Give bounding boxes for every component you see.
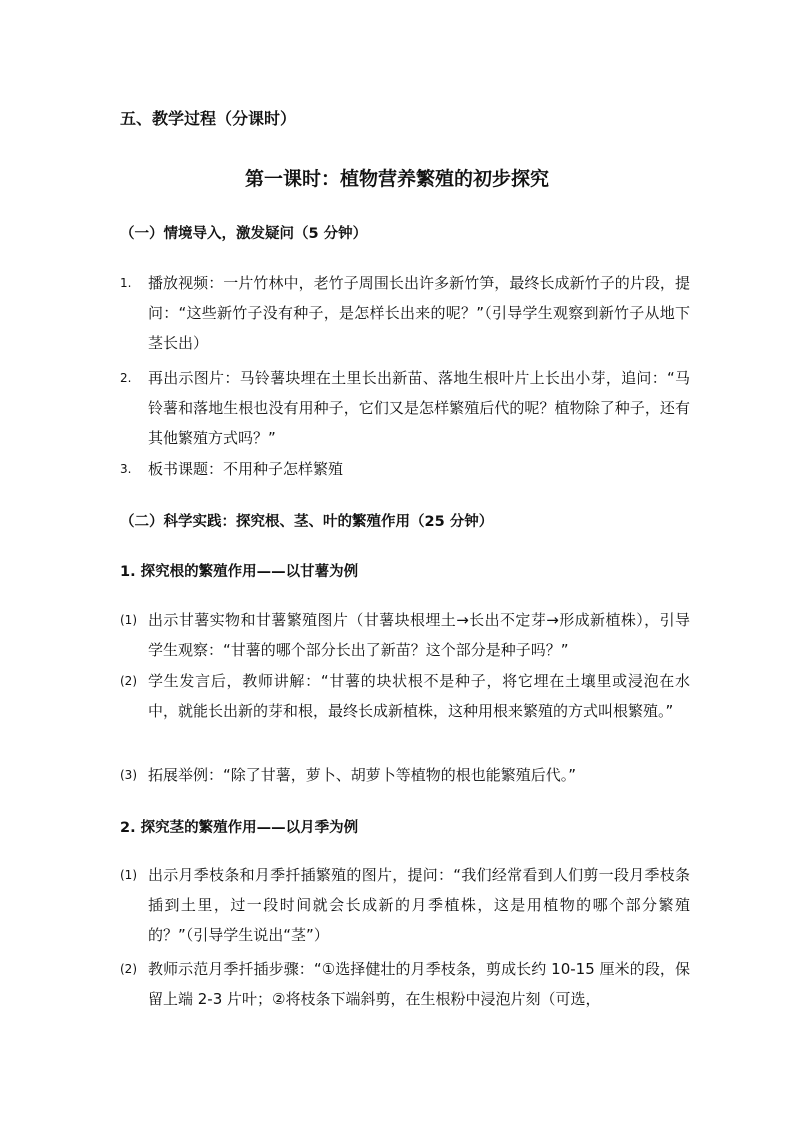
part2-heading: （二）科学实践：探究根、茎、叶的繁殖作用（25 分钟）	[120, 514, 494, 530]
part1-heading: （一）情境导入，激发疑问（5 分钟）	[120, 226, 368, 242]
list-number: (1)	[120, 613, 137, 627]
list-text: 板书课题：不用种子怎样繁殖	[148, 460, 344, 478]
list-text: 出示月季枝条和月季扦插繁殖的图片，提问：“我们经常看到人们剪一段月季枝条插到土里，过一段时间就会长成新的月季植株，这是用植物的哪个部分繁殖的？”（引导学生说出“茎”）	[148, 866, 690, 944]
list-item	[120, 954, 690, 1014]
list-item	[120, 666, 690, 726]
subsection-heading-root: 1. 探究根的繁殖作用——以甘薯为例	[120, 564, 359, 580]
list-number: (1)	[120, 868, 137, 882]
list-item	[120, 760, 690, 790]
list-text: 播放视频：一片竹林中，老竹子周围长出许多新竹笋，最终长成新竹子的片段，提问：“这些新竹子没有种子，是怎样长出来的呢？”（引导学生观察到新竹子从地下茎长出）	[148, 274, 690, 352]
list-number: (2)	[120, 962, 137, 976]
list-item	[120, 268, 690, 358]
list-number: 2.	[120, 371, 132, 385]
list-text: 学生发言后，教师讲解：“甘薯的块状根不是种子，将它埋在土壤里或浸泡在水中，就能长出新的芽和根，最终长成新植株，这种用根来繁殖的方式叫根繁殖。”	[148, 672, 690, 720]
list-item	[120, 363, 690, 453]
section-heading: 五、教学过程（分课时）	[120, 109, 297, 128]
list-number: (3)	[120, 768, 137, 782]
subsection-heading-stem: 2. 探究茎的繁殖作用——以月季为例	[120, 820, 359, 836]
list-item	[120, 860, 690, 950]
list-item	[120, 454, 690, 484]
lesson-title: 第一课时：植物营养繁殖的初步探究	[244, 168, 549, 190]
list-number: 1.	[120, 276, 132, 290]
list-text: 拓展举例：“除了甘薯，萝卜、胡萝卜等植物的根也能繁殖后代。”	[148, 766, 577, 784]
list-item	[120, 605, 690, 665]
list-number: (2)	[120, 674, 137, 688]
list-text: 教师示范月季扦插步骤：“①选择健壮的月季枝条，剪成长约 10-15 厘米的段，保留上端 2-3 片叶；②将枝条下端斜剪，在生根粉中浸泡片刻（可选，	[148, 960, 690, 1008]
list-text: 再出示图片：马铃薯块埋在土里长出新苗、落地生根叶片上长出小芽，追问：“马铃薯和落地生根也没有用种子，它们又是怎样繁殖后代的呢？植物除了种子，还有其他繁殖方式吗？”	[148, 369, 690, 447]
list-text: 出示甘薯实物和甘薯繁殖图片（甘薯块根埋土→长出不定芽→形成新植株），引导学生观察：“甘薯的哪个部分长出了新苗？这个部分是种子吗？”	[148, 611, 690, 659]
list-number: 3.	[120, 462, 132, 476]
